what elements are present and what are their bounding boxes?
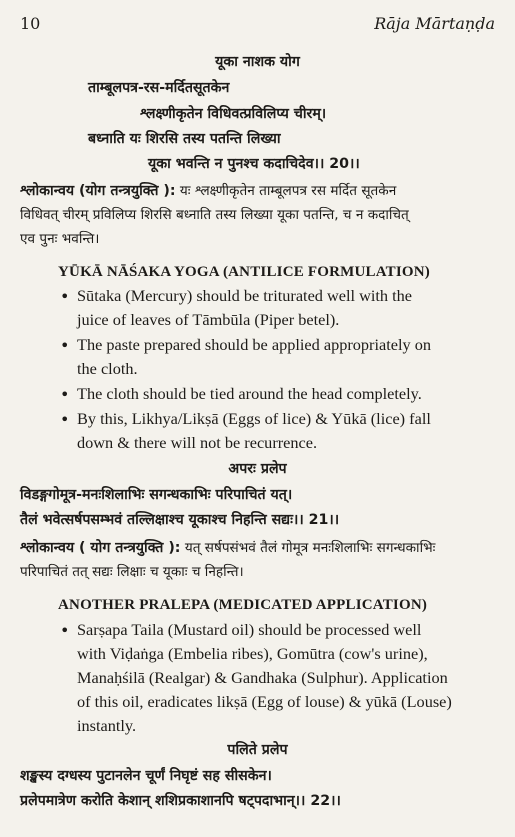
verse-line: तैलं भवेत्सर्षपसम्भवं तल्लिक्षाश्च यूकाश्च निहन्ति सद्यः।। 21।। xyxy=(20,512,340,528)
prose-line xyxy=(20,538,435,558)
bullet-line: of this oil, eradicates likṣā (Egg of louse) & yūkā (Louse) xyxy=(77,692,452,711)
prose-line: परिपाचितं तत् सद्यः लिक्षाः च यूकाः च निहन्ति। xyxy=(20,564,244,580)
section-title: YŪKĀ NĀŚAKA YOGA (ANTILICE FORMULATION) xyxy=(58,264,430,280)
bullet-marker: • xyxy=(60,385,70,404)
bullet-line: instantly. xyxy=(77,716,137,735)
prose-line: विधिवत् चीरम् प्रविलिप्य शिरसि बध्नाति तस्य लिख्या यूका पतन्ति, च न कदाचित् xyxy=(20,207,409,223)
page-number: 10 xyxy=(20,14,41,33)
bullet-line: down & there will not be recurrence. xyxy=(77,433,318,452)
bullet-marker: • xyxy=(60,621,70,640)
verse-line: प्रलेपमात्रेण करोति केशान् शशिप्रकाशानपि षट्पदाभान्।। 22।। xyxy=(20,793,341,809)
bullet-line: with Viḍaṅga (Embelia ribes), Gomūtra (cow's urine), xyxy=(77,644,428,663)
prose-line xyxy=(20,181,396,201)
bullet-line: The cloth should be tied around the head completely. xyxy=(77,384,422,403)
section-title: ANOTHER PRALEPA (MEDICATED APPLICATION) xyxy=(58,597,428,613)
page-header xyxy=(20,14,495,36)
anvaya-text: यत् सर्षपसंभवं तैलं गोमूत्र मनःशिलाभिः सगन्धकाभिः xyxy=(184,540,436,556)
verse-heading: पलिते प्रलेप xyxy=(227,742,288,758)
prose-line: एव पुनः भवन्ति। xyxy=(20,231,100,247)
verse-line: यूका भवन्ति न पुनश्च कदाचिदेव।। 20।। xyxy=(148,156,360,172)
verse-line: शङ्खस्य दग्धस्य पुटानलेन चूर्णं निघृष्टं सह सीसकेन। xyxy=(20,768,272,784)
running-title: Rāja Mārtaṇḍa xyxy=(374,14,495,33)
verse-heading: यूका नाशक योग xyxy=(215,54,300,70)
anvaya-text: यः श्लक्ष्णीकृतेन ताम्बूलपत्र रस मर्दित सूतकेन xyxy=(179,183,397,199)
bullet-line: The paste prepared should be applied appropriately on xyxy=(77,335,431,354)
verse-line: विडङ्गगोमूत्र-मनःशिलाभिः सगन्धकाभिः परिपाचितं यत्। xyxy=(20,487,293,503)
anvaya-label: श्लोकान्वय (योग तन्त्रयुक्ति ): xyxy=(20,183,176,199)
bullet-marker: • xyxy=(60,410,70,429)
bullet-line: juice of leaves of Tāmbūla (Piper betel). xyxy=(77,310,340,329)
bullet-line: Sarṣapa Taila (Mustard oil) should be processed well xyxy=(77,620,422,639)
anvaya-label: श्लोकान्वय ( योग तन्त्रयुक्ति ): xyxy=(20,540,181,556)
bullet-marker: • xyxy=(60,287,70,306)
verse-line: ताम्बूलपत्र-रस-मर्दितसूतकेन xyxy=(88,80,230,96)
verse-heading: अपरः प्रलेप xyxy=(228,461,287,477)
bullet-line: Sūtaka (Mercury) should be triturated well with the xyxy=(77,286,413,305)
bullet-line: the cloth. xyxy=(77,359,138,378)
bullet-line: Manaḥśilā (Realgar) & Gandhaka (Sulphur). Application xyxy=(77,668,448,687)
verse-line: बध्नाति यः शिरसि तस्य पतन्ति लिख्या xyxy=(88,131,281,147)
bullet-line: By this, Likhya/Likṣā (Eggs of lice) & Yūkā (lice) fall xyxy=(77,409,431,428)
bullet-marker: • xyxy=(60,336,70,355)
verse-line: श्लक्ष्णीकृतेन विधिवत्प्रविलिप्य चीरम्। xyxy=(140,106,327,122)
